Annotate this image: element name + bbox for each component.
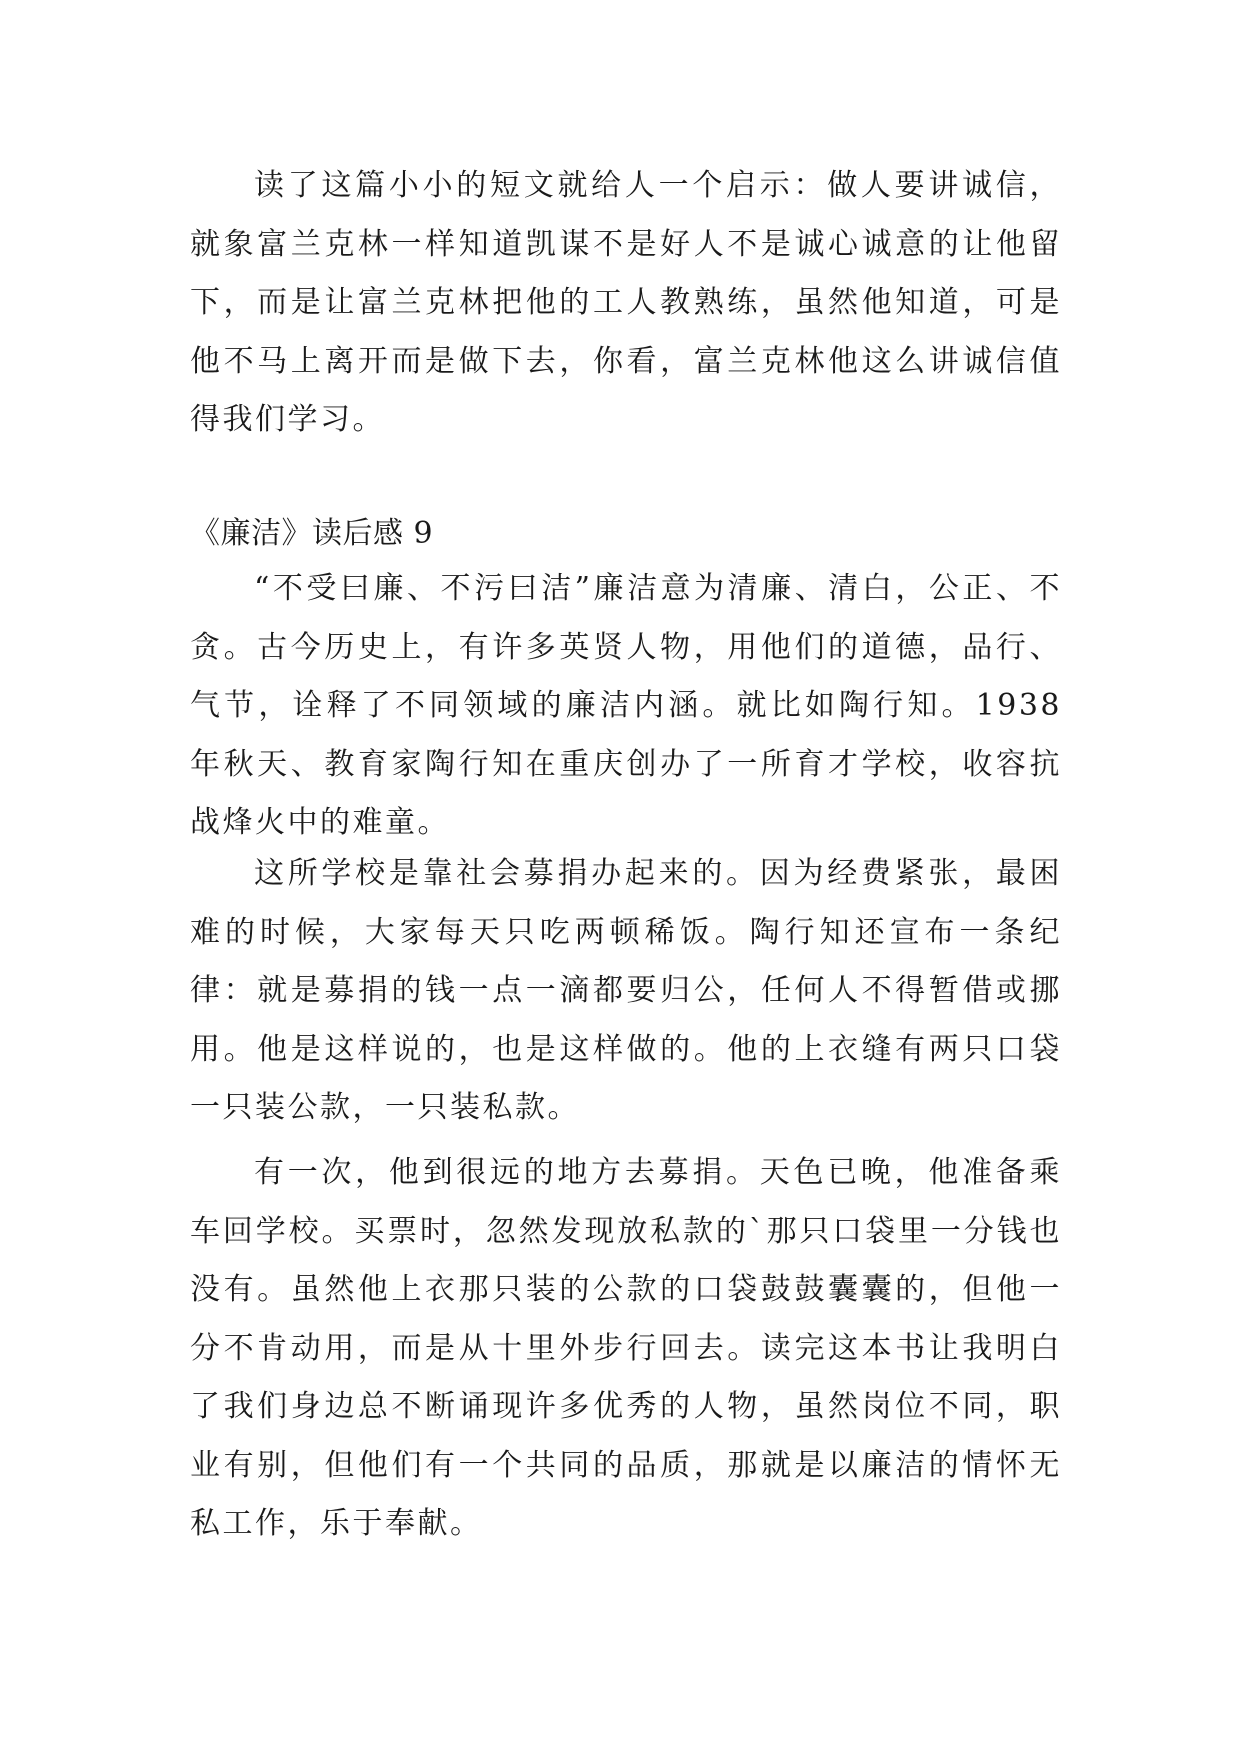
paragraph-walking-home: 有一次，他到很远的地方去募捐。天色已晚，他准备乘车回学校。买票时，忽然发现放私款的`那只口袋里一分钱也没有。虽然他上衣那只装的公款的口袋鼓鼓囊囊的，但他一分不肯动用，而是从十里外步行回去。读完这本书让我明白了我们身边总不断诵现许多优秀的人物，虽然岗位不同，职业有别，但他们有一个共同的品质，那就是以廉洁的情怀无私工作，乐于奉献。 (190, 1155, 1062, 1541)
paragraph-school-donations: 这所学校是靠社会募捐办起来的。因为经费紧张，最困难的时候，大家每天只吃两顿稀饭。陶行知还宣布一条纪律：就是募捐的钱一点一滴都要归公，任何人不得暂借或挪用。他是这样说的，也是这样做的。他的上衣缝有两只口袋一只装公款，一只装私款。 (190, 856, 1062, 1125)
paragraph-integrity-definition: “不受曰廉、不污曰洁”廉洁意为清廉、清白，公正、不贪。古今历史上，有许多英贤人物，用他们的道德，品行、气节，诠释了不同领域的廉洁内涵。就比如陶行知。1938 年秋天、教育家陶行知在重庆创办了一所育才学校，收容抗战烽火中的难童。 (190, 571, 1062, 840)
paragraph-integrity-reflection: 读了这篇小小的短文就给人一个启示：做人要讲诚信，就象富兰克林一样知道凯谋不是好人不是诚心诚意的让他留下，而是让富兰克林把他的工人教熟练，虽然他知道，可是他不马上离开而是做下去，你看，富兰克林他这么讲诚信值得我们学习。 (190, 168, 1062, 437)
section-title: 《廉洁》读后感 9 (190, 516, 434, 551)
